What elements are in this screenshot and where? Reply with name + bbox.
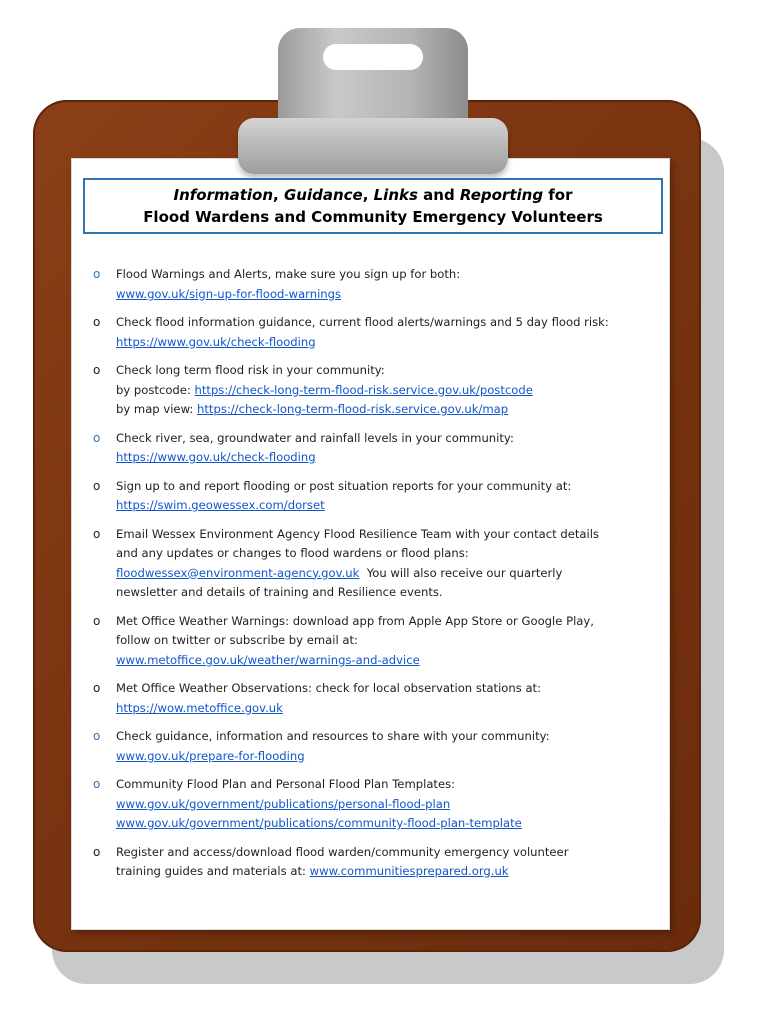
list-item (93, 727, 658, 766)
item-text: Check long term flood risk in your community: (116, 363, 385, 377)
item-text: follow on twitter or subscribe by email at: (116, 633, 358, 647)
prepare-for-flooding-link[interactable]: www.gov.uk/prepare-for-flooding (116, 748, 305, 763)
item-text: newsletter and details of training and Resilience events. (116, 585, 443, 599)
bullet-icon: o (93, 681, 101, 695)
list-item (93, 361, 658, 420)
list-item (93, 612, 658, 671)
check-flooding-link[interactable]: https://www.gov.uk/check-flooding (116, 334, 316, 349)
title-sep: , (273, 186, 284, 204)
bullet-icon: o (93, 363, 101, 377)
bullet-icon: o (93, 267, 101, 281)
list-item (93, 313, 658, 352)
swim-geowessex-link[interactable]: https://swim.geowessex.com/dorset (116, 498, 325, 512)
title-line-1 (85, 185, 661, 206)
title-line-2: Flood Wardens and Community Emergency Volunteers (143, 208, 603, 226)
communities-prepared-link[interactable]: www.communitiesprepared.org.uk (309, 864, 509, 878)
list-item (93, 843, 658, 882)
flood-risk-postcode-link[interactable]: https://check-long-term-flood-risk.service.gov.uk/postcode (194, 382, 533, 397)
list-item (93, 679, 658, 718)
check-levels-link[interactable]: https://www.gov.uk/check-flooding (116, 450, 316, 464)
item-text: Community Flood Plan and Personal Flood Plan Templates: (116, 777, 456, 791)
list-item (93, 477, 658, 516)
item-text: Met Office Weather Warnings: download app from Apple App Store or Google Play, (116, 613, 594, 628)
bullet-icon: o (93, 315, 101, 329)
item-text: Sign up to and report flooding or post situation reports for your community at: (116, 478, 572, 493)
item-text: Check guidance, information and resources to share with your community: (116, 729, 550, 743)
flood-risk-map-link[interactable]: https://check-long-term-flood-risk.service.gov.uk/map (197, 402, 509, 416)
bullet-icon: o (93, 844, 101, 859)
item-text: Check river, sea, groundwater and rainfall levels in your community: (116, 430, 514, 445)
community-flood-plan-link[interactable]: www.gov.uk/government/publications/community-flood-plan-template (116, 816, 522, 830)
title-for: for (543, 186, 573, 204)
bullet-icon: o (93, 729, 101, 743)
bullet-icon: o (93, 526, 101, 541)
item-prefix: by postcode: (116, 382, 195, 397)
flood-warnings-signup-link[interactable]: www.gov.uk/sign-up-for-flood-warnings (116, 286, 342, 301)
item-text: Check flood information guidance, current flood alerts/warnings and 5 day flood risk: (116, 315, 609, 329)
title-links: Links (373, 186, 418, 204)
title-sep: , (362, 186, 374, 204)
bullet-icon: o (93, 777, 101, 791)
item-text: Register and access/download flood warden/community emergency volunteer (116, 844, 569, 859)
title-box (83, 178, 663, 234)
item-prefix: by map view: (116, 402, 198, 416)
list-item (93, 775, 658, 834)
floodwessex-email-link[interactable]: floodwessex@environment-agency.gov.uk (116, 565, 360, 580)
title-guidance: Guidance (283, 186, 363, 204)
list-item (93, 429, 658, 468)
bullet-icon: o (93, 613, 101, 628)
resource-list (93, 265, 658, 891)
clipboard-clip-base (238, 118, 508, 174)
clip-hole (323, 44, 423, 70)
item-text: Met Office Weather Observations: check for local observation stations at: (116, 681, 542, 695)
title-reporting: Reporting (459, 186, 544, 204)
item-text: and any updates or changes to flood wardens or flood plans: (116, 546, 469, 560)
bullet-icon: o (93, 430, 101, 445)
item-text: Flood Warnings and Alerts, make sure you sign up for both: (116, 267, 461, 281)
list-item (93, 525, 658, 603)
title-information: Information (173, 186, 274, 204)
personal-flood-plan-link[interactable]: www.gov.uk/government/publications/personal-flood-plan (116, 796, 451, 811)
item-text: Email Wessex Environment Agency Flood Resilience Team with your contact details (116, 526, 599, 541)
metoffice-warnings-link[interactable]: www.metoffice.gov.uk/weather/warnings-and-advice (116, 652, 420, 667)
item-prefix: training guides and materials at: (116, 864, 310, 878)
list-item (93, 265, 658, 304)
bullet-icon: o (93, 478, 101, 493)
wow-metoffice-link[interactable]: https://wow.metoffice.gov.uk (116, 700, 283, 715)
item-text: You will also receive our quarterly (359, 565, 563, 580)
title-and: and (417, 186, 460, 204)
